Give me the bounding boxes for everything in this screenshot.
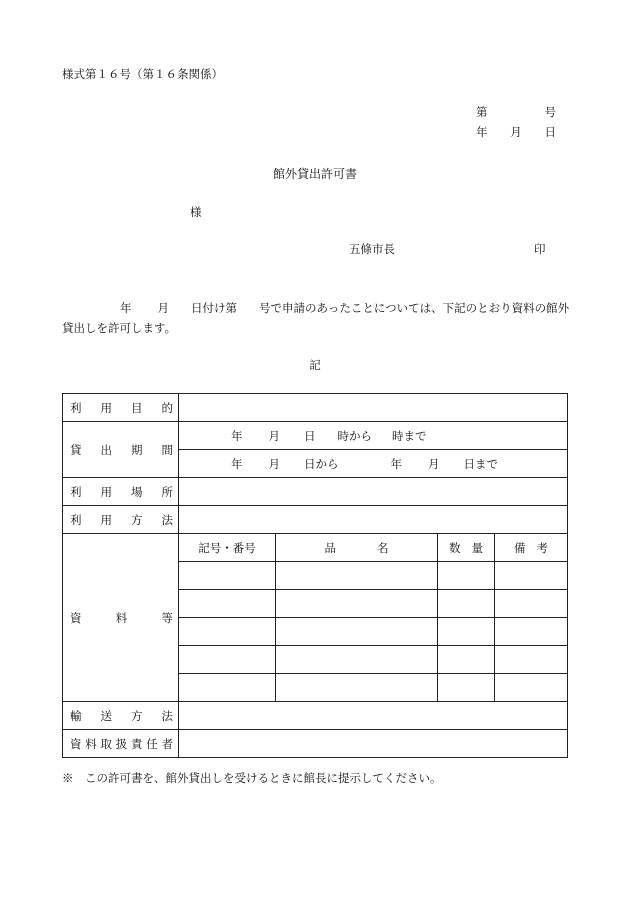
manager-label <box>70 736 173 752</box>
manager-label-char: 資 <box>70 736 82 751</box>
form-number: 様式第１６号（第１６条関係） <box>62 67 223 81</box>
date-year: 年 <box>476 125 488 139</box>
purpose-label-cell <box>63 394 179 422</box>
period-line-2 <box>179 450 567 477</box>
materials-label <box>70 610 173 626</box>
period-label-char: 期 <box>131 442 143 457</box>
method-label-char: 利 <box>70 512 82 527</box>
place-label-char: 利 <box>70 484 82 499</box>
transport-label-char: 送 <box>100 708 112 723</box>
date-month: 月 <box>510 125 522 139</box>
qty-cell[interactable] <box>438 618 495 646</box>
qty-cell[interactable] <box>438 646 495 674</box>
period-label-char: 貸 <box>70 442 82 457</box>
period-label-char: 出 <box>100 442 112 457</box>
method-label-char: 法 <box>161 512 173 527</box>
addressee-suffix: 様 <box>190 205 202 219</box>
period-field-2[interactable] <box>179 450 568 478</box>
period-row-1 <box>63 422 568 450</box>
manager-label-char: 取 <box>100 736 112 751</box>
header-qty <box>438 534 495 562</box>
item-cell[interactable] <box>276 562 438 590</box>
remarks-cell[interactable] <box>495 618 568 646</box>
transport-label <box>70 708 173 724</box>
method-label-char: 用 <box>100 512 112 527</box>
manager-label-char: 料 <box>85 736 97 751</box>
materials-label-char: 等 <box>161 610 173 625</box>
code-cell[interactable] <box>179 590 276 618</box>
period-label-char: 間 <box>161 442 173 457</box>
period1-year: 年 <box>231 428 243 443</box>
permission-statement <box>62 298 572 338</box>
place-label-char: 用 <box>100 484 112 499</box>
method-row <box>63 506 568 534</box>
place-row <box>63 478 568 506</box>
transport-label-char: 方 <box>131 708 143 723</box>
manager-label-char: 任 <box>146 736 158 751</box>
manager-label-char: 責 <box>131 736 143 751</box>
period2-to-day: 日まで <box>463 456 498 471</box>
header-remarks <box>495 534 568 562</box>
header-remarks-char: 備 <box>514 540 526 555</box>
method-label-cell <box>63 506 179 534</box>
remarks-cell[interactable] <box>495 646 568 674</box>
header-code: 記号・番号 <box>179 534 276 562</box>
period-line-1 <box>179 422 567 449</box>
header-remarks-char: 考 <box>536 540 548 555</box>
transport-field[interactable] <box>179 702 568 730</box>
qty-cell[interactable] <box>438 562 495 590</box>
purpose-field[interactable] <box>179 394 568 422</box>
transport-row <box>63 702 568 730</box>
materials-header-row <box>63 534 568 562</box>
materials-label-char: 料 <box>115 610 128 625</box>
period-field-1[interactable] <box>179 422 568 450</box>
place-label-cell <box>63 478 179 506</box>
method-field[interactable] <box>179 506 568 534</box>
item-cell[interactable] <box>276 646 438 674</box>
transport-label-char: 輸 <box>70 708 82 723</box>
document-title: 館外貸出許可書 <box>272 167 357 181</box>
item-cell[interactable] <box>276 674 438 702</box>
purpose-label-char: 目 <box>131 400 143 415</box>
manager-field[interactable] <box>179 730 568 758</box>
remarks-cell[interactable] <box>495 562 568 590</box>
remarks-cell[interactable] <box>495 674 568 702</box>
period2-to-month: 月 <box>428 456 440 471</box>
code-cell[interactable] <box>179 646 276 674</box>
period-label-cell <box>63 422 179 478</box>
period1-month: 月 <box>268 428 280 443</box>
materials-label-char: 資 <box>70 610 82 625</box>
issuer-seal: 印 <box>534 242 546 256</box>
remarks-cell[interactable] <box>495 590 568 618</box>
manager-label-cell <box>63 730 179 758</box>
doc-no-prefix: 第 <box>476 105 488 119</box>
item-cell[interactable] <box>276 618 438 646</box>
body-number-phrase: 号で申請のあったことについては、下記のとおり資料の館外貸出しを許可します。 <box>62 301 570 335</box>
qty-cell[interactable] <box>438 590 495 618</box>
purpose-row <box>63 394 568 422</box>
code-cell[interactable] <box>179 618 276 646</box>
item-cell[interactable] <box>276 590 438 618</box>
materials-label-cell <box>63 534 179 702</box>
manager-label-char: 者 <box>161 736 173 751</box>
period1-day: 日 <box>304 428 316 443</box>
issuer-name: 五條市長 <box>349 242 395 256</box>
header-qty-char: 量 <box>471 540 483 555</box>
period2-to-year: 年 <box>390 456 402 471</box>
ki-heading: 記 <box>309 358 321 372</box>
purpose-label <box>70 400 173 416</box>
purpose-label-char: 的 <box>161 400 173 415</box>
header-item-char: 名 <box>377 540 389 555</box>
purpose-label-char: 用 <box>100 400 112 415</box>
manager-row <box>63 730 568 758</box>
body-month: 月 <box>157 301 169 315</box>
manager-label-char: 扱 <box>115 736 128 751</box>
loan-details-table <box>62 393 568 758</box>
period-label <box>70 442 173 458</box>
period2-from-day: 日から <box>304 456 339 471</box>
transport-label-char: 法 <box>161 708 173 723</box>
transport-label-cell <box>63 702 179 730</box>
body-year: 年 <box>120 301 132 315</box>
header-qty-char: 数 <box>449 540 461 555</box>
code-cell[interactable] <box>179 674 276 702</box>
place-field[interactable] <box>179 478 568 506</box>
qty-cell[interactable] <box>438 674 495 702</box>
purpose-label-char: 利 <box>70 400 82 415</box>
doc-no-suffix: 号 <box>544 105 556 119</box>
period1-from-hour: 時から <box>337 428 372 443</box>
code-cell[interactable] <box>179 562 276 590</box>
document-number <box>476 104 556 120</box>
period2-from-year: 年 <box>231 456 243 471</box>
footnote: ※ この許可書を、館外貸出しを受けるときに館長に提示してください。 <box>62 771 442 785</box>
body-dated: 日付け第 <box>191 301 237 315</box>
place-label-char: 場 <box>131 484 143 499</box>
period2-from-month: 月 <box>268 456 280 471</box>
place-label <box>70 484 173 500</box>
place-label-char: 所 <box>161 484 173 499</box>
header-item-char: 品 <box>324 540 336 555</box>
date-day: 日 <box>544 125 556 139</box>
period1-to-hour: 時まで <box>392 428 427 443</box>
header-item <box>276 534 438 562</box>
method-label <box>70 512 173 528</box>
issue-date <box>476 124 556 140</box>
method-label-char: 方 <box>131 512 143 527</box>
